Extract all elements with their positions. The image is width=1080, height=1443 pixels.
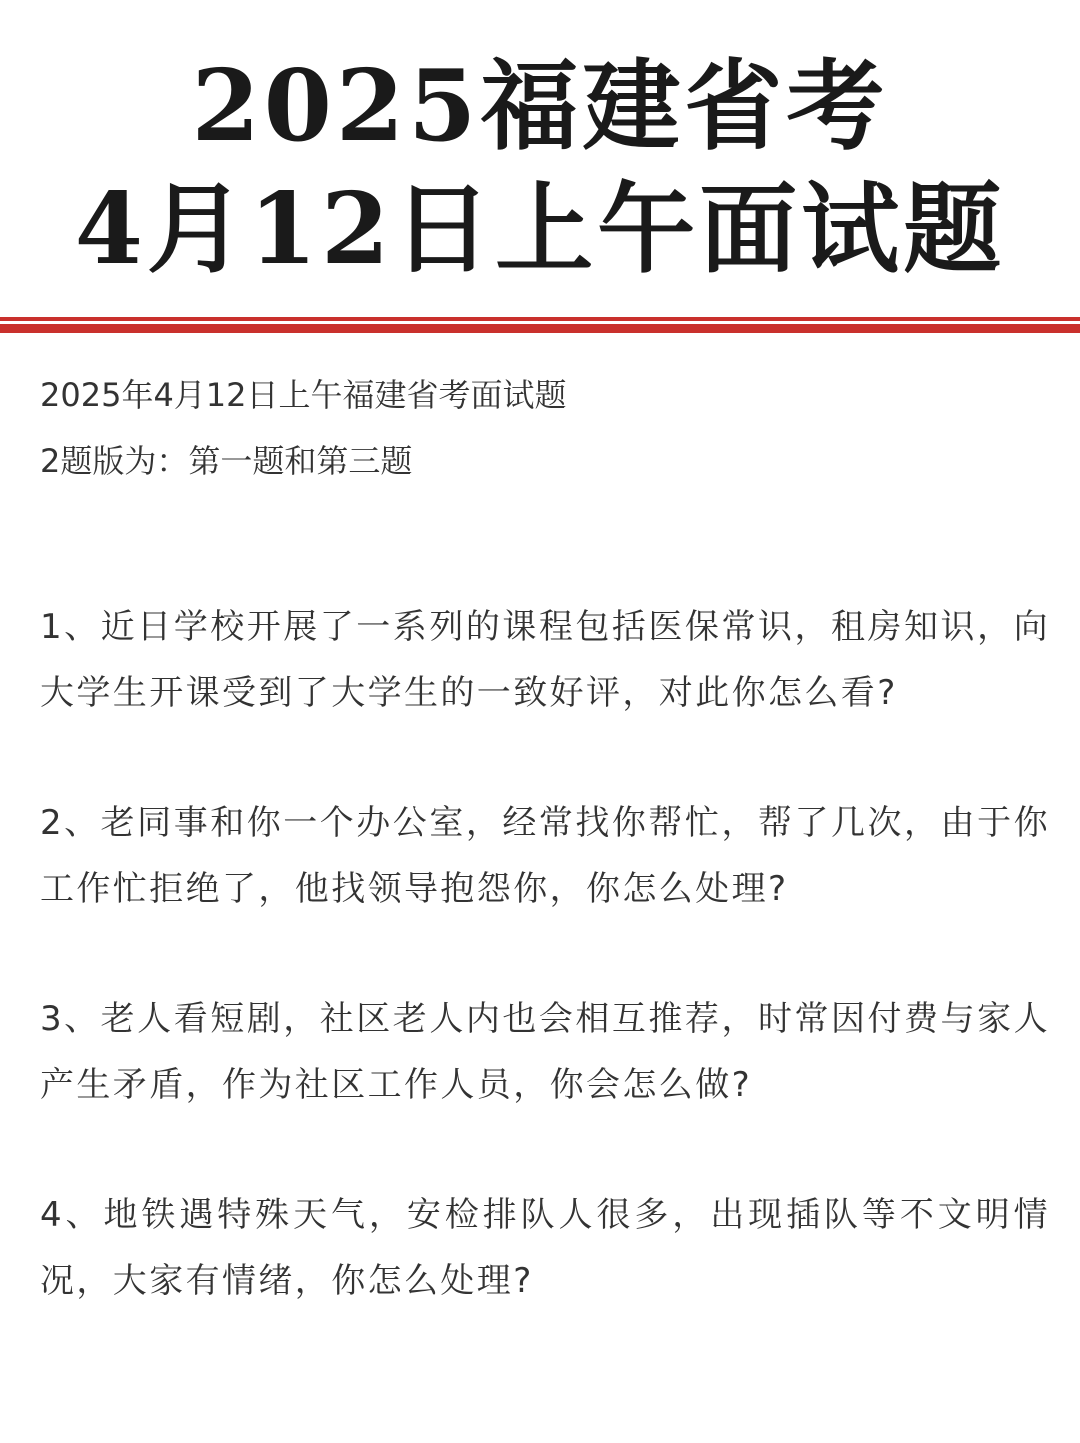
page-title-line-1: 2025福建省考 xyxy=(191,49,889,164)
title-divider-thick xyxy=(0,324,1080,333)
question-list xyxy=(40,594,1050,1314)
title-divider-thin xyxy=(0,317,1080,321)
title-block xyxy=(0,0,1080,318)
intro-version-note: 2题版为：第一题和第三题 xyxy=(40,442,413,480)
question-4: 4、地铁遇特殊天气，安检排队人很多，出现插队等不文明情况，大家有情绪，你怎么处理? xyxy=(40,1195,1050,1301)
question-3: 3、老人看短剧，社区老人内也会相互推荐，时常因付费与家人产生矛盾，作为社区工作人员，你会怎么做? xyxy=(40,999,1050,1105)
content-body xyxy=(40,362,1050,1378)
page-title-line-2: 4月12日上午面试题 xyxy=(74,172,1006,287)
question-1: 1、近日学校开展了一系列的课程包括医保常识，租房知识，向大学生开课受到了大学生的一致好评，对此你怎么看? xyxy=(40,607,1050,713)
intro-title: 2025年4月12日上午福建省考面试题 xyxy=(40,376,567,414)
question-2: 2、老同事和你一个办公室，经常找你帮忙，帮了几次，由于你工作忙拒绝了，他找领导抱怨你，你怎么处理? xyxy=(40,803,1050,909)
